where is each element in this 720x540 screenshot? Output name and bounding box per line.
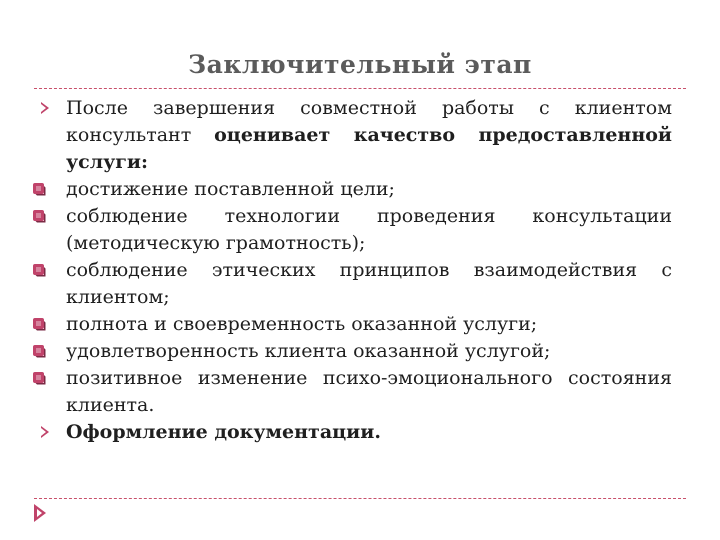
list-item-technology — [32, 203, 672, 257]
checkbox-icon — [32, 311, 64, 338]
bullet-list — [32, 95, 672, 446]
list-item-completeness — [32, 311, 672, 338]
item-text: достижение поставленной цели; — [66, 178, 395, 200]
checkbox-icon — [32, 257, 64, 284]
checkbox-icon — [32, 176, 64, 203]
intro-bold-text: оценивает качество предоставленной услуги: — [66, 124, 673, 173]
intro-text: После завершения совместной работы с клиентом консультант — [66, 97, 672, 146]
list-item-satisfaction — [32, 338, 672, 365]
checkbox-icon — [32, 203, 64, 230]
list-item-goal — [32, 176, 672, 203]
item-text: соблюдение этических принципов взаимодействия с клиентом; — [66, 259, 672, 308]
slide-title: Заключительный этап — [188, 50, 532, 79]
item-text: соблюдение технологии проведения консультации (методическую грамотность); — [66, 205, 672, 254]
bottom-divider — [34, 498, 686, 499]
arrow-icon — [32, 95, 64, 122]
list-item-ethics — [32, 257, 672, 311]
checkbox-icon — [32, 338, 64, 365]
play-arrow-icon — [33, 503, 47, 523]
list-item-documentation — [32, 419, 672, 446]
item-text: позитивное изменение психо-эмоционального состояния клиента. — [66, 367, 672, 416]
item-text: удовлетворенность клиента оказанной услугой; — [66, 340, 551, 362]
item-text: полнота и своевременность оказанной услуги; — [66, 313, 538, 335]
list-item-intro — [32, 95, 672, 176]
checkbox-icon — [32, 365, 64, 392]
arrow-icon — [32, 419, 64, 446]
documentation-text: Оформление документации. — [66, 421, 381, 443]
list-item-change — [32, 365, 672, 419]
top-divider — [34, 88, 686, 89]
